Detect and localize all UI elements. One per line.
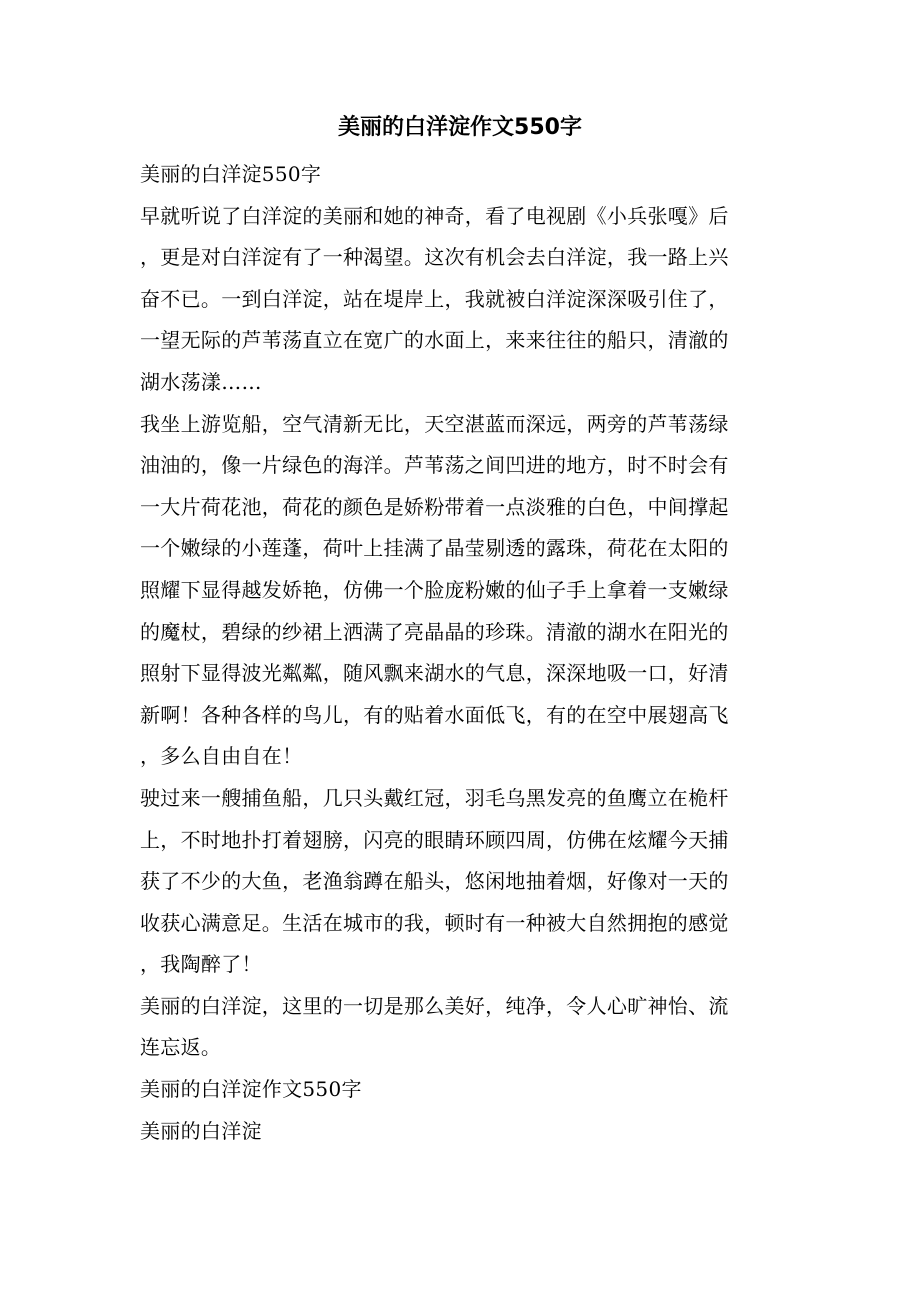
text-line: 上，不时地扑打着翅膀，闪亮的眼睛环顾四周，仿佛在炫耀今天捕 [140, 827, 729, 852]
paragraph-1 [140, 196, 780, 404]
text-line: ，多么自由自在！ [140, 744, 303, 769]
text-line: 一大片荷花池，荷花的颜色是娇粉带着一点淡雅的白色，中间撑起 [140, 494, 729, 519]
text-line: ，更是对白洋淀有了一种渴望。这次有机会去白洋淀，我一路上兴 [140, 245, 729, 270]
subtitle-paragraph [140, 154, 780, 196]
paragraph-3 [140, 778, 780, 986]
text-line: ，我陶醉了！ [140, 952, 262, 977]
subtitle-line: 美丽的白洋淀550字 [140, 162, 322, 186]
text-line: 一个嫩绿的小莲蓬，荷叶上挂满了晶莹剔透的露珠，荷花在太阳的 [140, 536, 729, 561]
text-line: 的魔杖，碧绿的纱裙上洒满了亮晶晶的珍珠。清澈的湖水在阳光的 [140, 619, 729, 644]
footer-subheading-paragraph [140, 1111, 780, 1153]
document-title: 美丽的白洋淀作文550字 [338, 115, 582, 140]
paragraph-2 [140, 404, 780, 778]
footer-heading: 美丽的白洋淀作文550字 [140, 1077, 362, 1102]
text-line: 油油的，像一片绿色的海洋。芦苇荡之间凹进的地方，时不时会有 [140, 453, 729, 478]
paragraph-4 [140, 986, 780, 1069]
text-line: 照耀下显得越发娇艳，仿佛一个脸庞粉嫩的仙子手上拿着一支嫩绿 [140, 577, 729, 602]
text-line: 获了不少的大鱼，老渔翁蹲在船头，悠闲地抽着烟，好像对一天的 [140, 869, 729, 894]
footer-heading-paragraph [140, 1069, 780, 1111]
text-line: 美丽的白洋淀，这里的一切是那么美好，纯净，令人心旷神怡、流 [140, 993, 729, 1018]
text-line: 我坐上游览船，空气清新无比，天空湛蓝而深远，两旁的芦苇荡绿 [140, 411, 729, 436]
text-line: 新啊！各种各样的鸟儿，有的贴着水面低飞，有的在空中展翅高飞 [140, 702, 729, 727]
text-line: 照射下显得波光粼粼，随风飘来湖水的气息，深深地吸一口，好清 [140, 661, 729, 686]
text-line: 早就听说了白洋淀的美丽和她的神奇，看了电视剧《小兵张嘎》后 [140, 203, 729, 228]
document-body [140, 154, 780, 1152]
text-line: 奋不已。一到白洋淀，站在堤岸上，我就被白洋淀深深吸引住了， [140, 286, 729, 311]
footer-subheading: 美丽的白洋淀 [140, 1118, 262, 1143]
text-line: 驶过来一艘捕鱼船，几只头戴红冠，羽毛乌黑发亮的鱼鹰立在桅杆 [140, 785, 729, 810]
text-line: 收获心满意足。生活在城市的我，顿时有一种被大自然拥抱的感觉 [140, 910, 729, 935]
text-line: 连忘返。 [140, 1035, 222, 1060]
text-line: 一望无际的芦苇荡直立在宽广的水面上，来来往往的船只，清澈的 [140, 328, 729, 353]
text-line: 湖水荡漾…… [140, 369, 262, 394]
